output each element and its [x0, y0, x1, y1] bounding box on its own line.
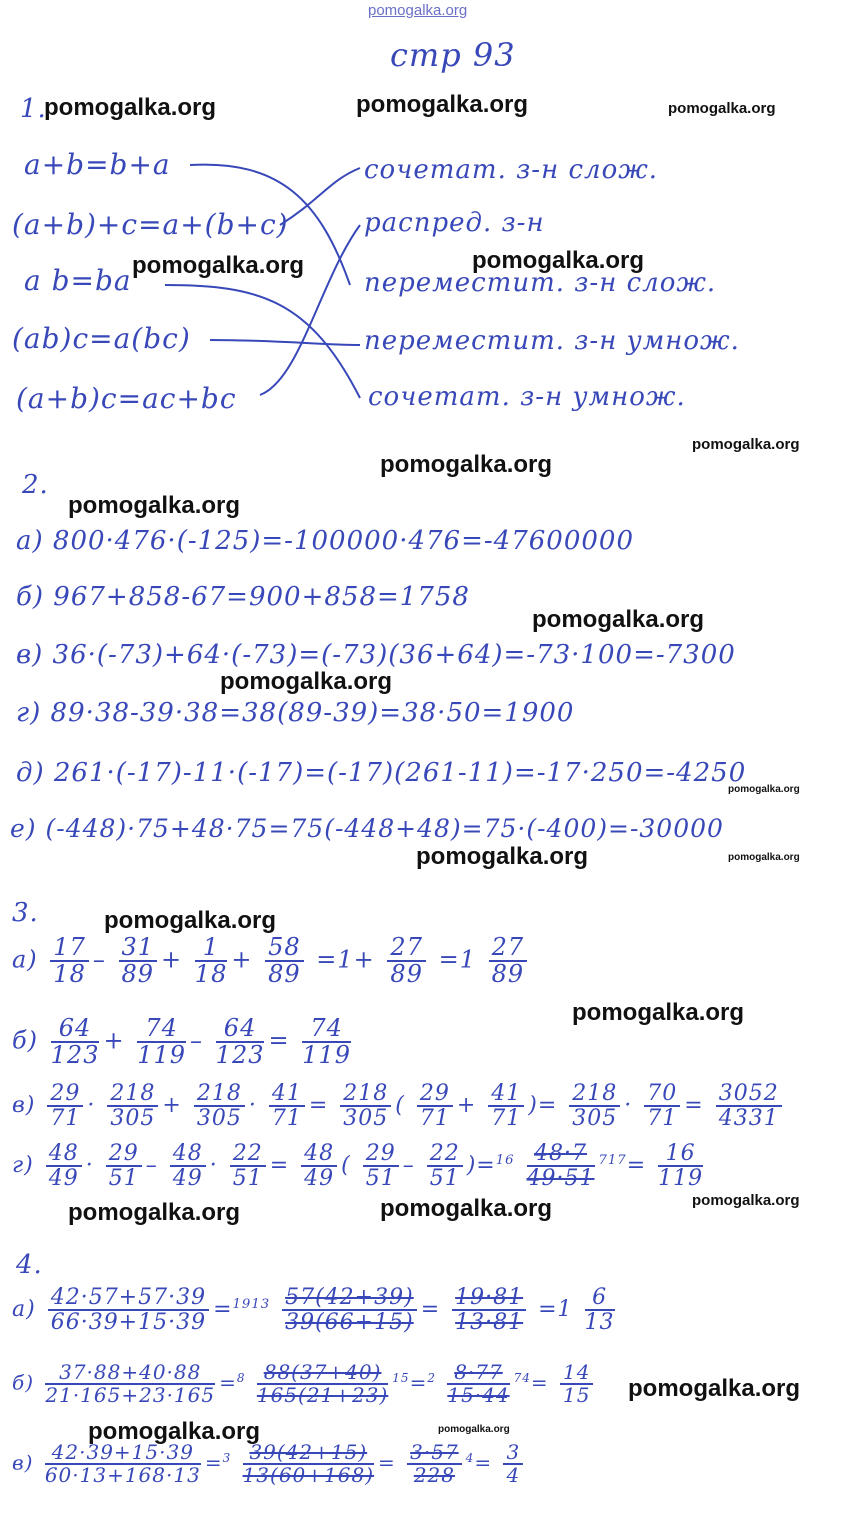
- fraction: $\frac{58}{89}$: [265, 935, 304, 987]
- fraction: $\frac{48}{49}$: [301, 1142, 337, 1190]
- task3-v: в) $\frac{29}{71}$ · $\frac{218}{305}$ + $\frac{218}{305}$ · $\frac{41}{71}$ = $\frac{218}{305}$ ( $\frac{29}{71}$ + $\frac{41}{71}$ )= $\frac{218}{305}$ · $\frac{70}{71}$ = $\frac{3052}{4331}$: [12, 1082, 786, 1130]
- fraction: $\frac{74}{119}$: [137, 1014, 187, 1070]
- fraction: $\frac{70}{71}$: [644, 1082, 680, 1130]
- fraction: $\frac{41}{71}$: [488, 1082, 524, 1130]
- watermark: pomogalka.org: [44, 94, 217, 121]
- item-label: г): [12, 1153, 34, 1179]
- fraction: $\frac{8\cdot 77}{15\cdot 44}$: [447, 1360, 510, 1407]
- task2-line: а) 800·476·(-125)=-100000·476=-47600000: [16, 526, 635, 556]
- task3-number: 3.: [12, 898, 39, 928]
- task1-law: распред. з-н: [364, 208, 545, 238]
- watermark: pomogalka.org: [572, 999, 745, 1026]
- watermark: pomogalka.org: [628, 1375, 801, 1402]
- watermark: pomogalka.org: [692, 436, 800, 453]
- fraction: $\frac{1}{18}$: [194, 933, 228, 989]
- task4-b: б) $\frac{37\cdot 88+40\cdot 88}{21\cdot 165+23\cdot 165}$ =$^8$ $\frac{88(37+40)}{165(21+23)}$ $^{15}$=$^2$ $\frac{8\cdot 77}{15\cdot 44}$ $^{74}$= $\frac{14}{15}$: [12, 1362, 597, 1406]
- watermark: pomogalka.org: [380, 451, 553, 478]
- fraction: $\frac{48}{49}$: [170, 1142, 206, 1190]
- matching-lines: [0, 0, 853, 460]
- fraction: $\frac{218}{305}$: [107, 1082, 158, 1130]
- watermark: pomogalka.org: [728, 852, 800, 863]
- task1-formula: a b=ba: [24, 264, 132, 297]
- watermark: pomogalka.org: [692, 1192, 800, 1209]
- fraction: $\frac{22}{51}$: [427, 1142, 463, 1190]
- fraction: $\frac{27}{89}$: [387, 935, 426, 987]
- task3-g: г) $\frac{48}{49}$ · $\frac{29}{51}$ – $\frac{48}{49}$ · $\frac{22}{51}$ = $\frac{48}{49}$ ( $\frac{29}{51}$ – $\frac{22}{51}$ )=$^{16}$ $\frac{48\cdot 7}{49\cdot 51}$ $^{717}$= $\frac{16}{119}$: [12, 1141, 704, 1192]
- watermark: pomogalka.org: [438, 1424, 510, 1435]
- watermark: pomogalka.org: [380, 1195, 553, 1222]
- fraction: $\frac{88(37+40)}{165(21+23)}$: [256, 1360, 389, 1407]
- fraction: $\frac{41}{71}$: [269, 1082, 305, 1130]
- task2-line: б) 967+858-67=900+858=1758: [16, 582, 470, 612]
- fraction: $\frac{29}{71}$: [417, 1082, 453, 1130]
- watermark: pomogalka.org: [68, 1199, 241, 1226]
- task3-a: а) $\frac{17}{18}$ – $\frac{31}{89}$ + $\frac{1}{18}$ + $\frac{58}{89}$ =1+ $\frac{27}{89}$ =1 $\frac{27}{89}$: [12, 935, 531, 987]
- fraction: $\frac{17}{18}$: [50, 935, 89, 987]
- fraction: $\frac{3052}{4331}$: [716, 1082, 782, 1130]
- watermark: pomogalka.org: [220, 668, 393, 695]
- watermark: pomogalka.org: [532, 606, 705, 633]
- task1-formula: (ab)c=a(bc): [12, 322, 191, 355]
- fraction: $\frac{57(42+39)}{39(66+15)}$: [282, 1286, 417, 1334]
- fraction: $\frac{64}{123}$: [215, 1014, 265, 1070]
- fraction: $\frac{218}{305}$: [340, 1082, 391, 1130]
- fraction: $\frac{74}{119}$: [302, 1014, 352, 1070]
- item-label: б): [12, 1026, 39, 1055]
- task1-law: сочетат. з-н умнож.: [368, 382, 686, 412]
- item-label: б): [12, 1370, 35, 1395]
- fraction: $\frac{19\cdot 81}{13\cdot 81}$: [452, 1286, 526, 1334]
- fraction: $\frac{64}{123}$: [50, 1014, 100, 1070]
- watermark-top[interactable]: pomogalka.org: [368, 2, 468, 19]
- task1-formula: (a+b)c=ac+bc: [16, 382, 237, 415]
- task2-line: е) (-448)·75+48·75=75(-448+48)=75·(-400)=-30000: [10, 814, 724, 843]
- watermark: pomogalka.org: [472, 247, 645, 274]
- task4-v: в) $\frac{42\cdot 39+15\cdot 39}{60\cdot 13+168\cdot 13}$ =$^3$ $\frac{39(42+15)}{13(60+168)}$ = $\frac{3\cdot 57}{228}$ $^4$= $\frac{3}{4}$: [12, 1442, 527, 1486]
- fraction: $\frac{3}{4}$: [503, 1442, 523, 1486]
- task1-law: переместит. з-н слож.: [364, 268, 717, 298]
- fraction: $\frac{48\cdot 7}{49\cdot 51}$: [526, 1141, 595, 1192]
- watermark: pomogalka.org: [68, 492, 241, 519]
- fraction: $\frac{42\cdot 57+57\cdot 39}{66\cdot 39+15\cdot 39}$: [48, 1286, 209, 1334]
- watermark: pomogalka.org: [132, 252, 305, 279]
- item-label: в): [12, 1450, 34, 1475]
- item-label: а): [12, 1297, 36, 1323]
- item-label: а): [12, 945, 38, 974]
- fraction: $\frac{31}{89}$: [119, 935, 158, 987]
- task2-number: 2.: [22, 470, 49, 500]
- fraction: $\frac{218}{305}$: [569, 1082, 620, 1130]
- fraction: $\frac{29}{51}$: [106, 1142, 142, 1190]
- fraction: $\frac{42\cdot 39+15\cdot 39}{60\cdot 13+168\cdot 13}$: [44, 1440, 201, 1487]
- task1-law: переместит. з-н умнож.: [364, 326, 740, 356]
- fraction: $\frac{22}{51}$: [230, 1142, 266, 1190]
- fraction: $\frac{14}{15}$: [560, 1362, 593, 1406]
- fraction: $\frac{37\cdot 88+40\cdot 88}{21\cdot 165+23\cdot 165}$: [45, 1360, 216, 1407]
- task3-b: б) $\frac{64}{123}$ + $\frac{74}{119}$ – $\frac{64}{123}$ = $\frac{74}{119}$: [12, 1014, 352, 1070]
- watermark: pomogalka.org: [356, 91, 529, 118]
- task1-formula: (a+b)+c=a+(b+c): [12, 208, 289, 241]
- page-label: стр 93: [390, 36, 516, 74]
- task2-line: д) 261·(-17)-11·(-17)=(-17)(261-11)=-17·250=-4250: [16, 758, 747, 788]
- fraction: $\frac{16}{119}$: [658, 1141, 704, 1192]
- task1-number: 1.: [20, 94, 47, 124]
- task1-formula: a+b=b+a: [24, 148, 171, 181]
- watermark: pomogalka.org: [416, 843, 589, 870]
- watermark: pomogalka.org: [88, 1418, 261, 1445]
- fraction: $\frac{39(42+15)}{13(60+168)}$: [242, 1440, 375, 1487]
- item-label: в): [12, 1093, 36, 1119]
- task4-number: 4.: [16, 1250, 43, 1280]
- watermark: pomogalka.org: [104, 907, 277, 934]
- task4-a: а) $\frac{42\cdot 57+57\cdot 39}{66\cdot 39+15\cdot 39}$ =$^{1913}$ $\frac{57(42+39)}{39(66+15)}$ = $\frac{19\cdot 81}{13\cdot 81}$ =1 $\frac{6}{13}$: [12, 1285, 615, 1336]
- fraction: $\frac{218}{305}$: [194, 1082, 245, 1130]
- watermark: pomogalka.org: [728, 784, 800, 795]
- fraction: $\frac{3\cdot 57}{228}$: [407, 1442, 462, 1486]
- task2-line: в) 36·(-73)+64·(-73)=(-73)(36+64)=-73·100=-7300: [16, 640, 736, 670]
- fraction: $\frac{27}{89}$: [489, 935, 528, 987]
- fraction: $\frac{29}{51}$: [363, 1142, 399, 1190]
- task2-line: г) 89·38-39·38=38(89-39)=38·50=1900: [16, 698, 575, 728]
- watermark: pomogalka.org: [668, 100, 776, 117]
- fraction: $\frac{29}{71}$: [47, 1082, 83, 1130]
- fraction: $\frac{48}{49}$: [46, 1142, 82, 1190]
- fraction: $\frac{6}{13}$: [584, 1285, 615, 1336]
- task1-law: сочетат. з-н слож.: [364, 155, 659, 185]
